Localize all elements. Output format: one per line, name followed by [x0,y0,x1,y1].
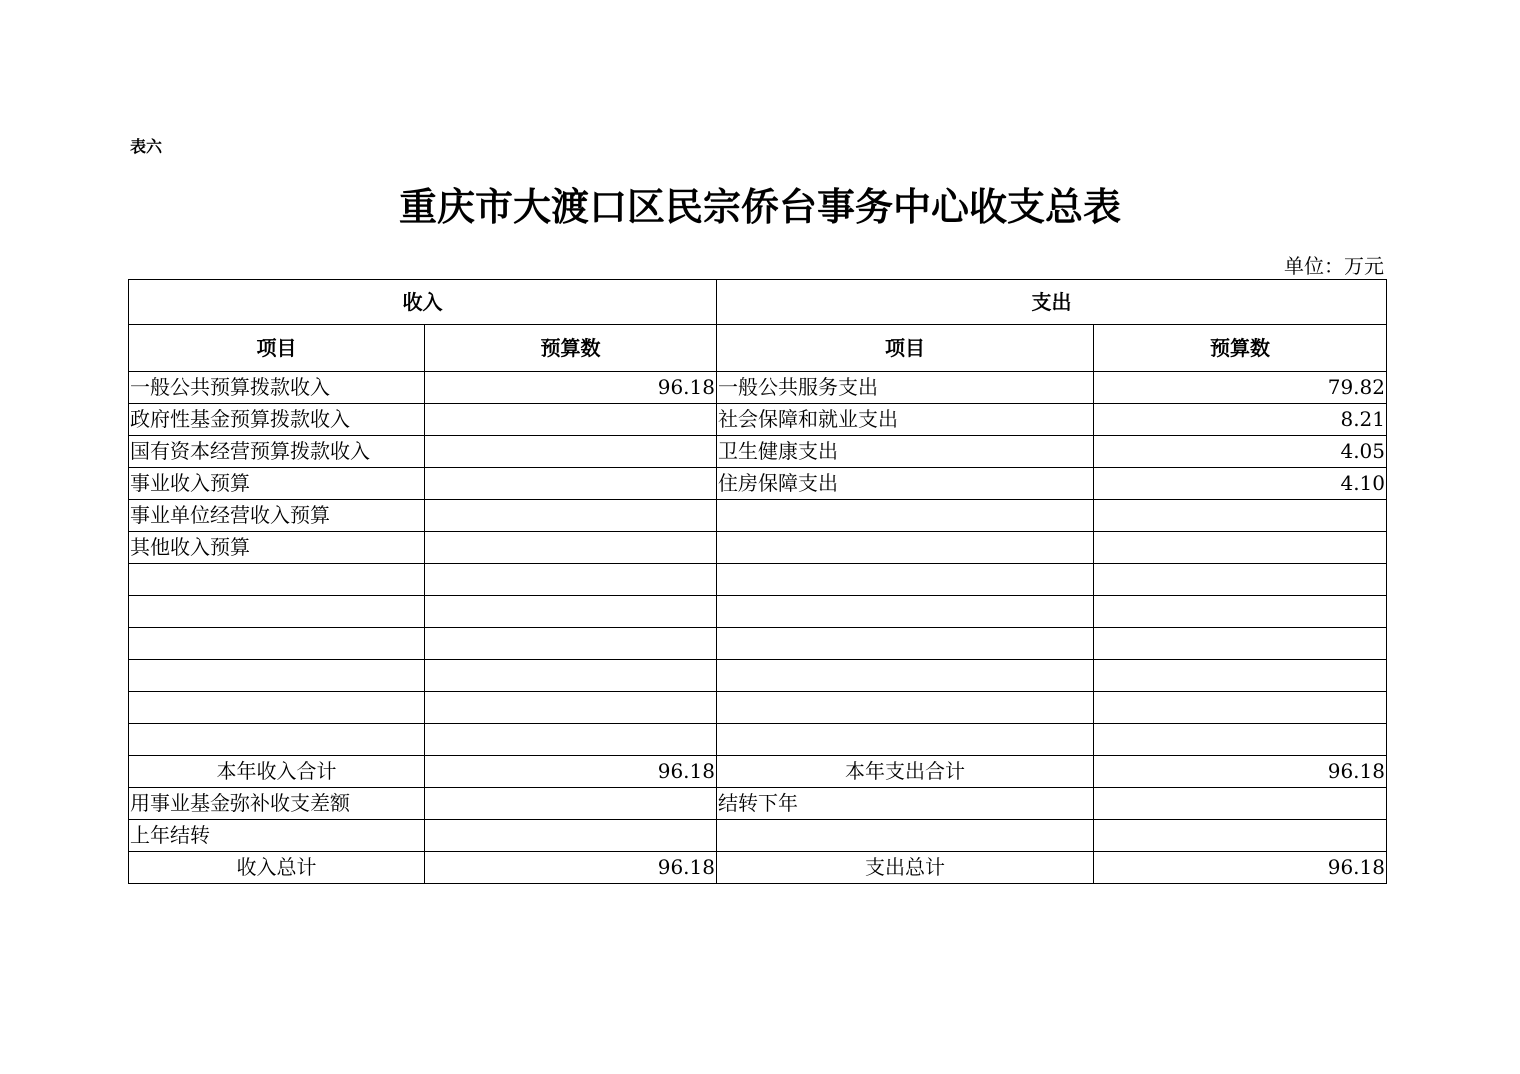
income-value-cell [425,724,717,756]
income-item-cell [129,660,425,692]
expense-item-cell [717,596,1094,628]
year-total-row [129,756,1387,788]
expense-item-cell [717,564,1094,596]
income-item-column-header: 项目 [129,325,425,372]
income-value-cell [425,596,717,628]
income-value-cell [425,436,717,468]
income-value-cell [425,468,717,500]
income-item-cell: 国有资本经营预算拨款收入 [129,436,425,468]
expense-value-cell: 79.82 [1094,372,1387,404]
prior-year-carry-item: 上年结转 [129,820,425,852]
expense-value-cell [1094,660,1387,692]
table-row [129,628,1387,660]
table-row [129,724,1387,756]
income-item-cell [129,596,425,628]
fund-row [129,788,1387,820]
carry-row-expense-value [1094,820,1387,852]
expense-value-cell [1094,628,1387,660]
expense-item-cell: 住房保障支出 [717,468,1094,500]
income-value-cell [425,692,717,724]
income-value-cell [425,404,717,436]
carry-row-expense-item [717,820,1094,852]
income-item-cell: 事业单位经营收入预算 [129,500,425,532]
year-income-total-label: 本年收入合计 [129,756,425,788]
grand-total-row [129,852,1387,884]
income-value-cell: 96.18 [425,372,717,404]
table-row [129,596,1387,628]
expense-value-cell: 4.10 [1094,468,1387,500]
table-row [129,564,1387,596]
expense-item-cell: 卫生健康支出 [717,436,1094,468]
grand-expense-total-value: 96.18 [1094,852,1387,884]
table-row [129,532,1387,564]
table-row [129,500,1387,532]
table-row [129,404,1387,436]
income-value-cell [425,564,717,596]
year-income-total-value: 96.18 [425,756,717,788]
expense-section-header: 支出 [717,280,1387,325]
carry-row [129,820,1387,852]
income-value-cell [425,628,717,660]
expense-value-cell [1094,724,1387,756]
table-row [129,436,1387,468]
income-item-cell [129,692,425,724]
table-row [129,660,1387,692]
expense-value-cell [1094,500,1387,532]
prior-year-carry-value [425,820,717,852]
income-item-cell [129,628,425,660]
carry-forward-expense-value [1094,788,1387,820]
income-item-cell: 政府性基金预算拨款收入 [129,404,425,436]
grand-expense-total-label: 支出总计 [717,852,1094,884]
table-number-label: 表六 [130,137,163,156]
grand-income-total-value: 96.18 [425,852,717,884]
year-expense-total-value: 96.18 [1094,756,1387,788]
expense-value-cell [1094,692,1387,724]
expense-item-cell [717,660,1094,692]
income-item-cell: 一般公共预算拨款收入 [129,372,425,404]
expense-item-cell [717,628,1094,660]
carry-forward-expense-item: 结转下年 [717,788,1094,820]
income-item-cell: 事业收入预算 [129,468,425,500]
page-title: 重庆市大渡口区民宗侨台事务中心收支总表 [398,184,1121,229]
table-row [129,372,1387,404]
expense-item-column-header: 项目 [717,325,1094,372]
fund-income-item: 用事业基金弥补收支差额 [129,788,425,820]
expense-value-cell [1094,564,1387,596]
expense-item-cell: 一般公共服务支出 [717,372,1094,404]
expense-budget-column-header: 预算数 [1094,325,1387,372]
column-header-row [129,325,1387,372]
income-item-cell: 其他收入预算 [129,532,425,564]
income-value-cell [425,532,717,564]
section-header-row [129,280,1387,325]
income-budget-column-header: 预算数 [425,325,717,372]
table-row [129,692,1387,724]
expense-value-cell [1094,532,1387,564]
income-value-cell [425,500,717,532]
expense-item-cell [717,692,1094,724]
expense-item-cell [717,724,1094,756]
expense-value-cell: 4.05 [1094,436,1387,468]
table-row [129,468,1387,500]
fund-income-value [425,788,717,820]
unit-label: 单位：万元 [1284,254,1384,278]
income-item-cell [129,564,425,596]
grand-income-total-label: 收入总计 [129,852,425,884]
income-expense-table [128,279,1387,884]
expense-item-cell [717,532,1094,564]
year-expense-total-label: 本年支出合计 [717,756,1094,788]
expense-item-cell: 社会保障和就业支出 [717,404,1094,436]
income-value-cell [425,660,717,692]
expense-value-cell [1094,596,1387,628]
income-item-cell [129,724,425,756]
income-section-header: 收入 [129,280,717,325]
expense-item-cell [717,500,1094,532]
expense-value-cell: 8.21 [1094,404,1387,436]
